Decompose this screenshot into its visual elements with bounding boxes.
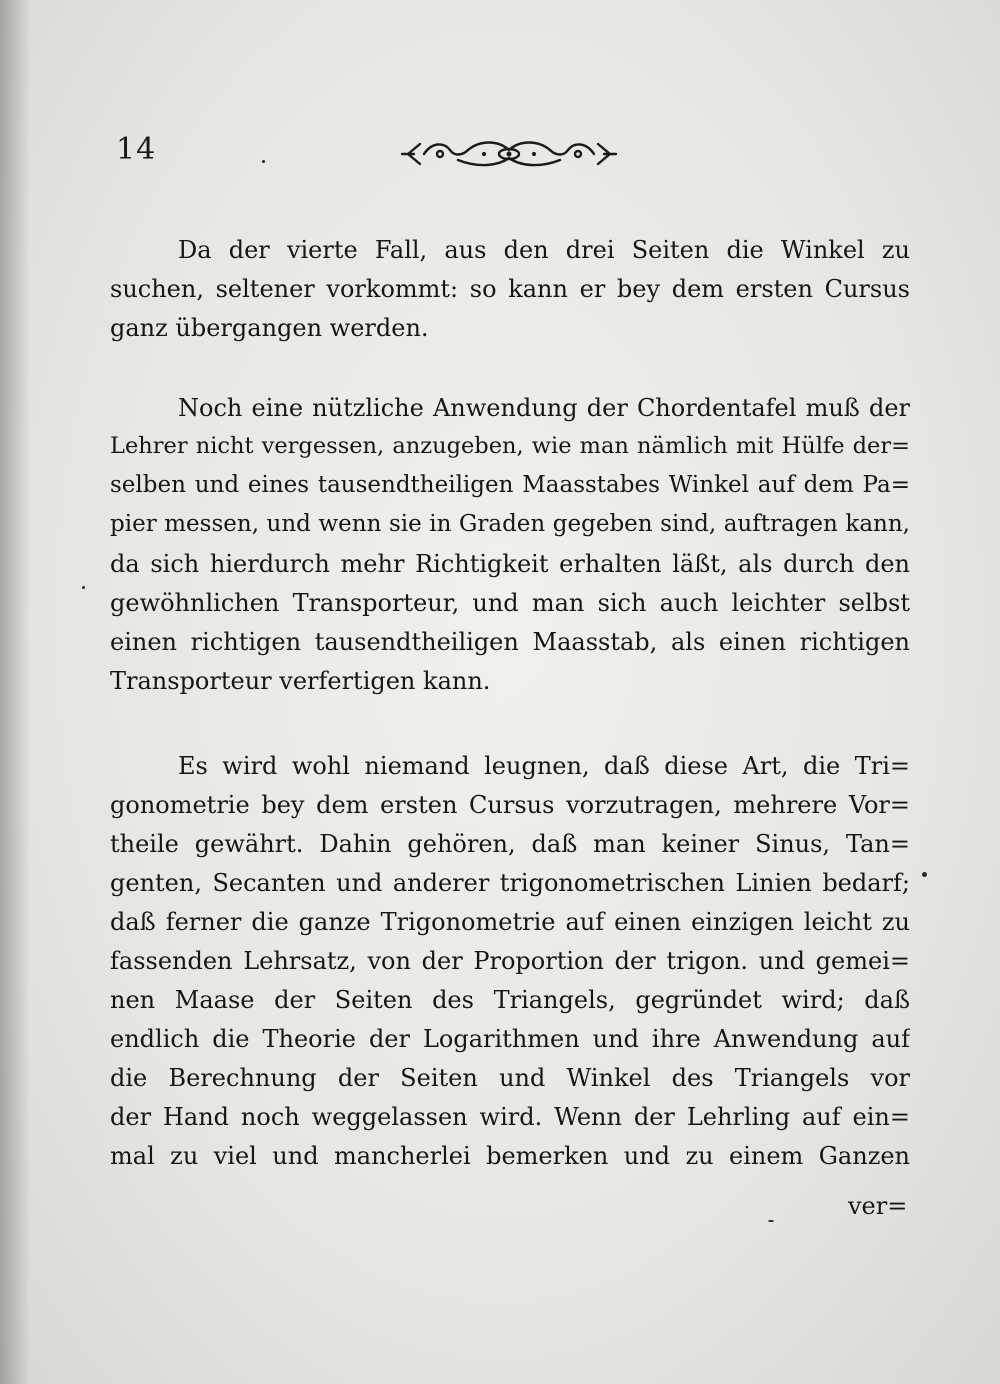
print-speck: [262, 160, 265, 163]
text-line: ganz übergangen werden.: [110, 314, 429, 342]
text-line: fassenden Lehrsatz, von der Proportion der trigon. und gemei=: [110, 947, 910, 975]
text-line: gewöhnlichen Transporteur, und man sich auch leichter selbst: [110, 589, 910, 617]
text-line: pier messen, und wenn sie in Graden gegeben sind, auftragen kann,: [110, 511, 910, 537]
text-line: die Berechnung der Seiten und Winkel des Triangels vor: [110, 1064, 910, 1092]
print-speck: [768, 1220, 774, 1222]
text-line: Lehrer nicht vergessen, anzugeben, wie man nämlich mit Hülfe der=: [110, 433, 910, 459]
text-line: Transporteur verfertigen kann.: [110, 667, 491, 695]
text-line: daß ferner die ganze Trigonometrie auf einen einzigen leicht zu: [110, 908, 910, 936]
text-line: mal zu viel und mancherlei bemerken und zu einem Ganzen: [110, 1142, 910, 1170]
text-line: endlich die Theorie der Logarithmen und ihre Anwendung auf: [110, 1025, 910, 1053]
print-speck: [922, 872, 927, 877]
text-line: nen Maase der Seiten des Triangels, gegründet wird; daß: [110, 986, 910, 1014]
text-line: einen richtigen tausendtheiligen Maasstab, als einen richtigen: [110, 628, 910, 656]
page-number: 14: [116, 132, 157, 167]
text-line: genten, Secanten und anderer trigonometrischen Linien bedarf;: [110, 869, 910, 897]
text-line: Es wird wohl niemand leugnen, daß diese Art, die Tri=: [178, 752, 910, 780]
ornament-icon: [398, 132, 620, 176]
text-line: da sich hierdurch mehr Richtigkeit erhalten läßt, als durch den: [110, 550, 910, 578]
text-line: gonometrie bey dem ersten Cursus vorzutragen, mehrere Vor=: [110, 791, 910, 819]
text-line: theile gewährt. Dahin gehören, daß man keiner Sinus, Tan=: [110, 830, 910, 858]
text-line: Noch eine nützliche Anwendung der Chordentafel muß der: [178, 394, 910, 422]
catchword: ver=: [848, 1192, 908, 1220]
text-line: selben und eines tausendtheiligen Maasstabes Winkel auf dem Pa=: [110, 472, 910, 498]
text-line: Da der vierte Fall, aus den drei Seiten die Winkel zu: [178, 236, 910, 264]
binding-shadow: [0, 0, 30, 1384]
text-line: der Hand noch weggelassen wird. Wenn der Lehrling auf ein=: [110, 1103, 910, 1131]
print-speck: [82, 586, 85, 589]
text-line: suchen, seltener vorkommt: so kann er bey dem ersten Cursus: [110, 275, 910, 303]
